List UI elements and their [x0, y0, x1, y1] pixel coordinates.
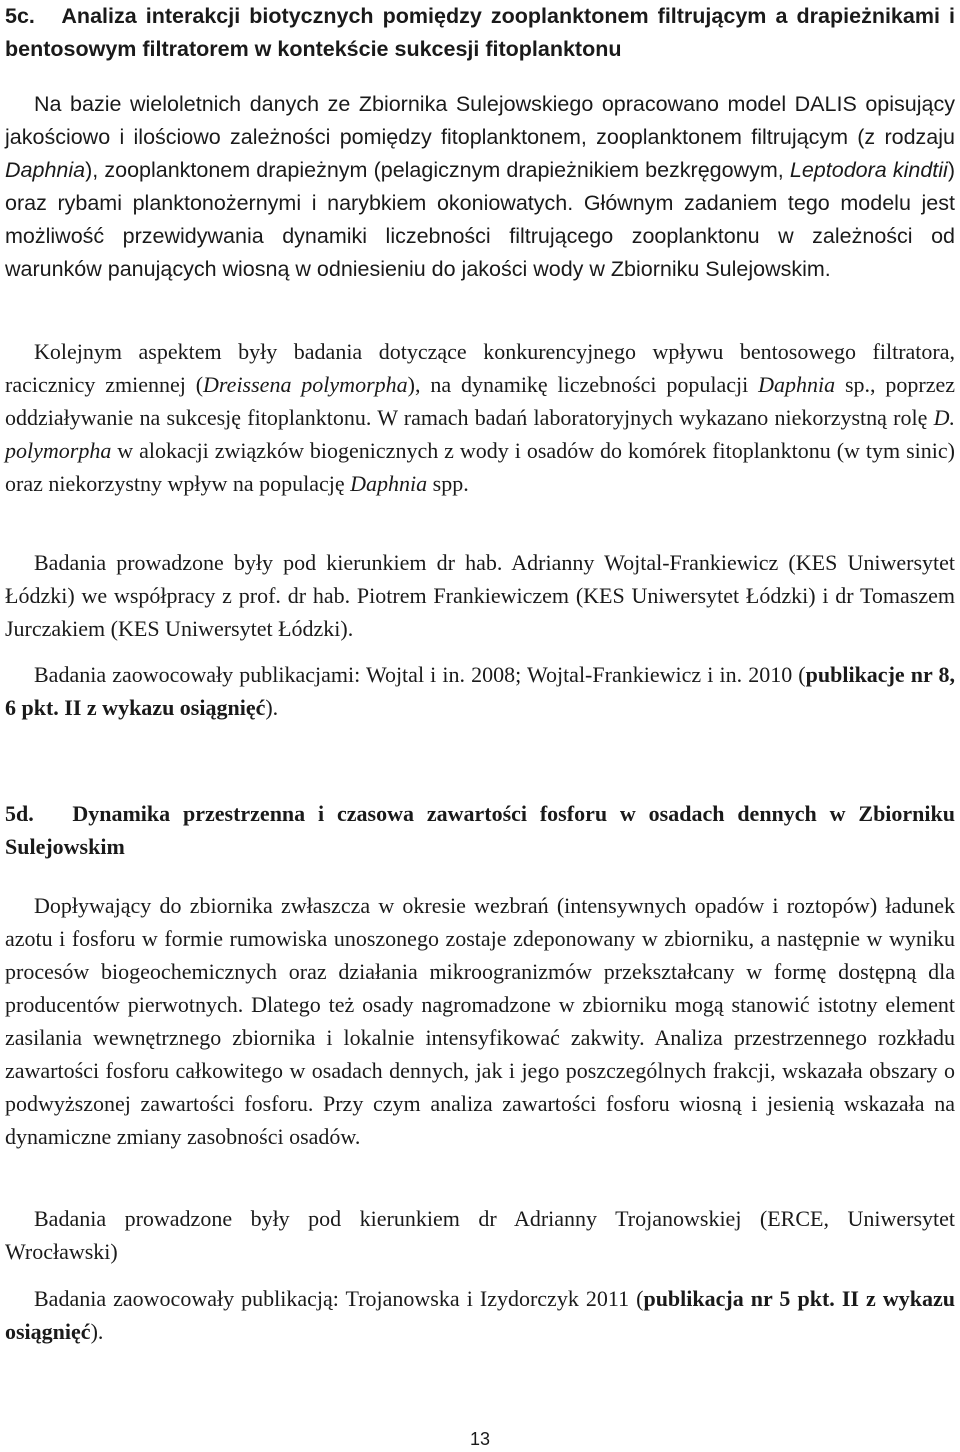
italic-term: D. polymorpha	[5, 405, 955, 463]
text-run: ) oraz rybami planktonożernymi i narybkiem okoniowatych. Głównym zadaniem tego modelu jest możliwość przewidywania dynamiki liczebności filtrującego zooplanktonu w zależności od warunków panujących wiosną w odniesieniu do jakości wody w Zbiorniku Sulejowskim.	[5, 158, 955, 281]
section-title: Dynamika przestrzenna i czasowa zawartości fosforu w osadach dennych w Zbiorniku Sulejowskim	[5, 801, 955, 859]
section-title: Analiza interakcji biotycznych pomiędzy zooplanktonem filtrującym a drapieżnikami i bentosowym filtratorem w kontekście sukcesji fitoplanktonu	[5, 4, 956, 61]
text-run: spp.	[427, 471, 469, 496]
italic-term: Daphnia	[5, 158, 86, 182]
bold-citation: publikacja nr 5 pkt. II z wykazu osiągnięć	[5, 1286, 955, 1344]
italic-term: Leptodora kindtii	[789, 158, 948, 182]
section-5c-paragraph-2	[5, 335, 955, 500]
text-run: Na bazie wieloletnich danych ze Zbiornika Sulejowskiego opracowano model DALIS opisujący jakościowo i ilościowo zależności pomiędzy fitoplanktonem, zooplanktonem filtrującym (z rodzaju	[5, 92, 955, 149]
section-5c-paragraph-3: Badania prowadzone były pod kierunkiem dr hab. Adrianny Wojtal-Frankiewicz (KES Uniwersytet Łódzki) we współpracy z prof. dr hab. Piotrem Frankiewiczem (KES Uniwersytet Łódzki) i dr Tomaszem Jurczakiem (KES Uniwersytet Łódzki).	[5, 550, 955, 641]
bold-citation: publikacje nr 8, 6 pkt. II z wykazu osiągnięć	[5, 662, 955, 720]
section-5c-paragraph-1	[5, 88, 955, 286]
text-run: ), na dynamikę liczebności populacji	[407, 372, 759, 397]
section-5c-heading	[5, 0, 955, 66]
text-run: ), zooplanktonem drapieżnym (pelagicznym drapieżnikiem bezkręgowym,	[85, 158, 790, 182]
section-number: 5c.	[5, 4, 35, 28]
section-5d-paragraph-3	[5, 1282, 955, 1348]
section-number: 5d.	[5, 801, 34, 826]
text-run: Kolejnym aspektem były badania dotyczące konkurencyjnego wpływu bentosowego filtratora, racicznicy zmiennej (	[5, 339, 955, 397]
italic-term: Dreissena polymorpha	[203, 372, 408, 397]
text-run: ).	[90, 1319, 104, 1344]
page-number: 13	[469, 1429, 491, 1449]
text-run: Badania zaowocowały publikacjami: Wojtal i in. 2008; Wojtal-Frankiewicz i in. 2010 (	[34, 662, 806, 687]
text-run: Badania zaowocowały publikacją: Trojanowska i Izydorczyk 2011 (	[34, 1286, 644, 1311]
section-5d-paragraph-1: Dopływający do zbiornika zwłaszcza w okresie wezbrań (intensywnych opadów i roztopów) ładunek azotu i fosforu w formie rumowiska unoszonego zostaje zdeponowany w zbiorniku, a następnie w wyniku procesów biogeochemicznych oraz działania mikroogranizmów przekształcany w formę dostępną dla producentów pierwotnych. Dlatego też osady nagromadzone w zbiorniku mogą stanowić istotny element zasilania wewnętrznego zbiornika i lokalnie intensyfikować zakwity. Analiza przestrzennego rozkładu zawartości fosforu całkowitego w osadach dennych, jak i jego poszczególnych frakcji, wskazała obszary o podwyższonej zawartości fosforu. Przy czym analiza zawartości fosforu wiosną i jesienią wskazała na dynamiczne zmiany zasobności osadów.	[5, 893, 955, 1149]
section-5d-paragraph-2: Badania prowadzone były pod kierunkiem dr Adrianny Trojanowskiej (ERCE, Uniwersytet Wrocławski)	[5, 1206, 955, 1264]
italic-term: Daphnia	[758, 372, 836, 397]
italic-term: Daphnia	[350, 471, 428, 496]
section-5c-paragraph-4	[5, 658, 955, 724]
text-run: w alokacji związków biogenicznych z wody i osadów do komórek fitoplanktonu (w tym sinic) oraz niekorzystny wpływ na populację	[5, 438, 955, 496]
text-run: ).	[265, 695, 279, 720]
section-5d-heading	[5, 797, 955, 863]
text-run: sp., poprzez oddziaływanie na sukcesję fitoplanktonu. W ramach badań laboratoryjnych wykazano niekorzystną rolę	[5, 372, 955, 430]
